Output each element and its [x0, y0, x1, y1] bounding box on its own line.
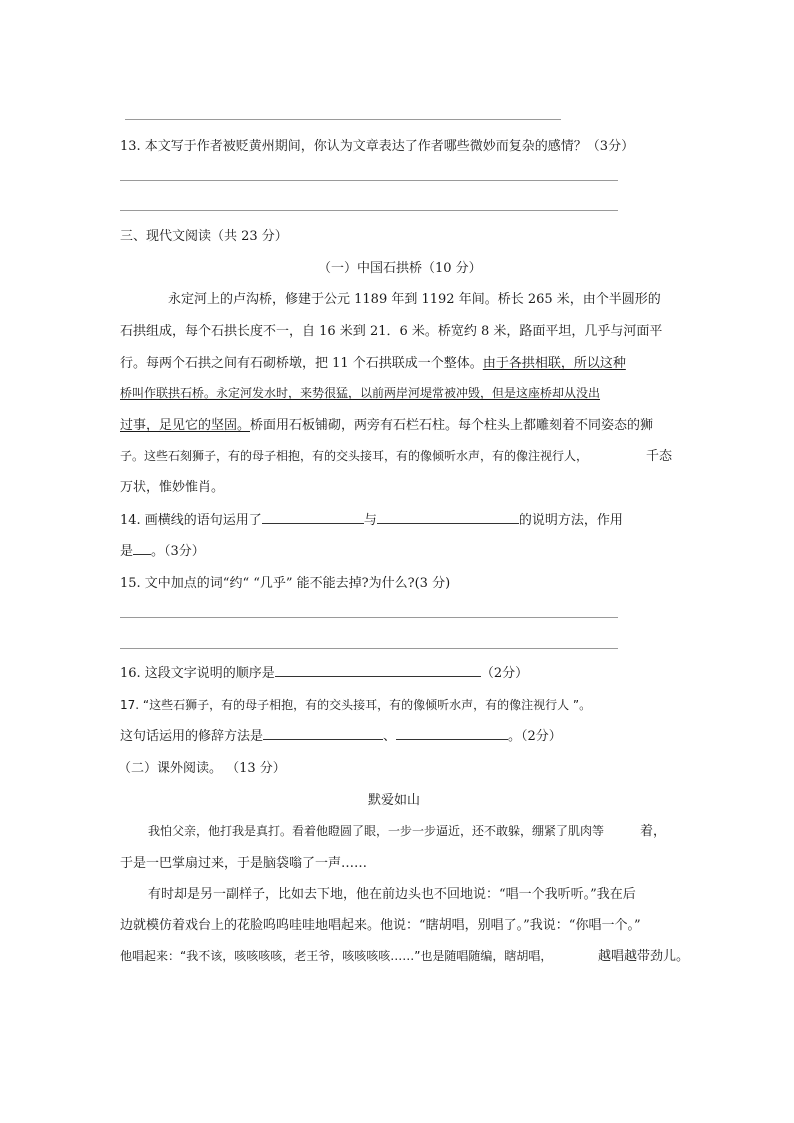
- question-14: 14. 画横线的语句运用了 与 的说明方法，作用: [120, 509, 623, 528]
- underlined-sentence: 桥叫作联拱石桥。永定河发水时，来势很猛，以前两岸河堤常被冲毁，但是这座桥却从没出: [120, 386, 601, 400]
- passage-text: 桥面用石板铺砌，两旁有石栏石柱。每个柱头上都雕刻着不同姿态的狮: [250, 418, 654, 433]
- story-line: 边就模仿着戏台上的花脸呜呜哇哇地唱起来。他说：“瞎胡唱，别唱了。”我说：“你唱一个。”: [120, 918, 641, 933]
- section-heading: 三、现代文阅读（共 23 分）: [120, 229, 288, 244]
- answer-line: [125, 119, 561, 120]
- story-line: 他唱起来：“我不该，咳咳咳咳，老王爷，咳咳咳咳……”也是随唱随编，瞎胡唱，: [120, 949, 553, 963]
- passage-line: [120, 414, 653, 433]
- answer-line: [120, 180, 618, 181]
- answer-blank[interactable]: [262, 509, 364, 524]
- passage-line: [120, 352, 626, 371]
- question-15: 15. 文中加点的词“约“ “几乎” 能不能去掉?为什么?(3 分): [120, 576, 451, 591]
- passage-line: 千态: [646, 449, 673, 464]
- answer-blank[interactable]: [263, 725, 383, 740]
- answer-blank[interactable]: [396, 725, 508, 740]
- story-line: 越唱越带劲儿。: [598, 949, 690, 964]
- part-1-title: （一）中国石拱桥（10 分）: [318, 261, 482, 276]
- question-13: 13. 本文写于作者被贬黄州期间，你认为文章表达了作者哪些微妙而复杂的感情？（3分）: [120, 139, 635, 154]
- answer-line: [120, 617, 618, 618]
- question-17: 17. “这些石狮子，有的母子相抱，有的交头接耳，有的像倾听水声，有的像注视行人 ”。: [120, 698, 592, 712]
- story-line: 于是一巴掌扇过来，于是脑袋嗡了一声……: [120, 856, 368, 871]
- question-17-cont: 这句话运用的修辞方法是 、 。（2分）: [120, 725, 562, 744]
- passage-line: 子。这些石刻狮子，有的母子相抱，有的交头接耳，有的像倾听水声，有的像注视行人，: [120, 449, 589, 463]
- story-line: 有时却是另一副样子，比如去下地，他在前边头也不回地说：“唱一个我听听。”我在后: [148, 887, 636, 902]
- story-title: 默爱如山: [368, 793, 421, 808]
- passage-line: 万状，惟妙惟肖。: [120, 480, 225, 495]
- part-2-title: （二）课外阅读。 （13 分）: [118, 761, 286, 776]
- passage-text: 行。每两个石拱之间有石砌桥墩，把 11 个石拱联成一个整体。: [120, 356, 483, 371]
- answer-blank[interactable]: [377, 509, 519, 524]
- question-14-cont: 是 。（3分）: [120, 540, 205, 559]
- story-line: 我怕父亲，他打我是真打。看着他瞪圆了眼，一步一步逼近，还不敢躲，绷紧了肌肉等: [148, 824, 605, 838]
- passage-line: 永定河上的卢沟桥，修建于公元 1189 年到 1192 年间。桥长 265 米，由个半圆形的: [168, 292, 661, 307]
- answer-line: [120, 210, 618, 211]
- answer-blank[interactable]: [275, 662, 481, 677]
- answer-line: [120, 648, 618, 649]
- question-16: 16. 这段文字说明的顺序是 （2分）: [120, 662, 528, 681]
- answer-blank[interactable]: [133, 540, 151, 555]
- story-line: 着，: [640, 824, 667, 839]
- passage-line: 石拱组成，每个石拱长度不一，自 16 米到 21．6 米。桥宽约 8 米，路面平坦，几乎与河面平: [120, 324, 663, 339]
- underlined-sentence: 由于各拱相联，所以这种: [482, 356, 626, 371]
- underlined-sentence: 过事，足见它的坚固。: [120, 418, 251, 433]
